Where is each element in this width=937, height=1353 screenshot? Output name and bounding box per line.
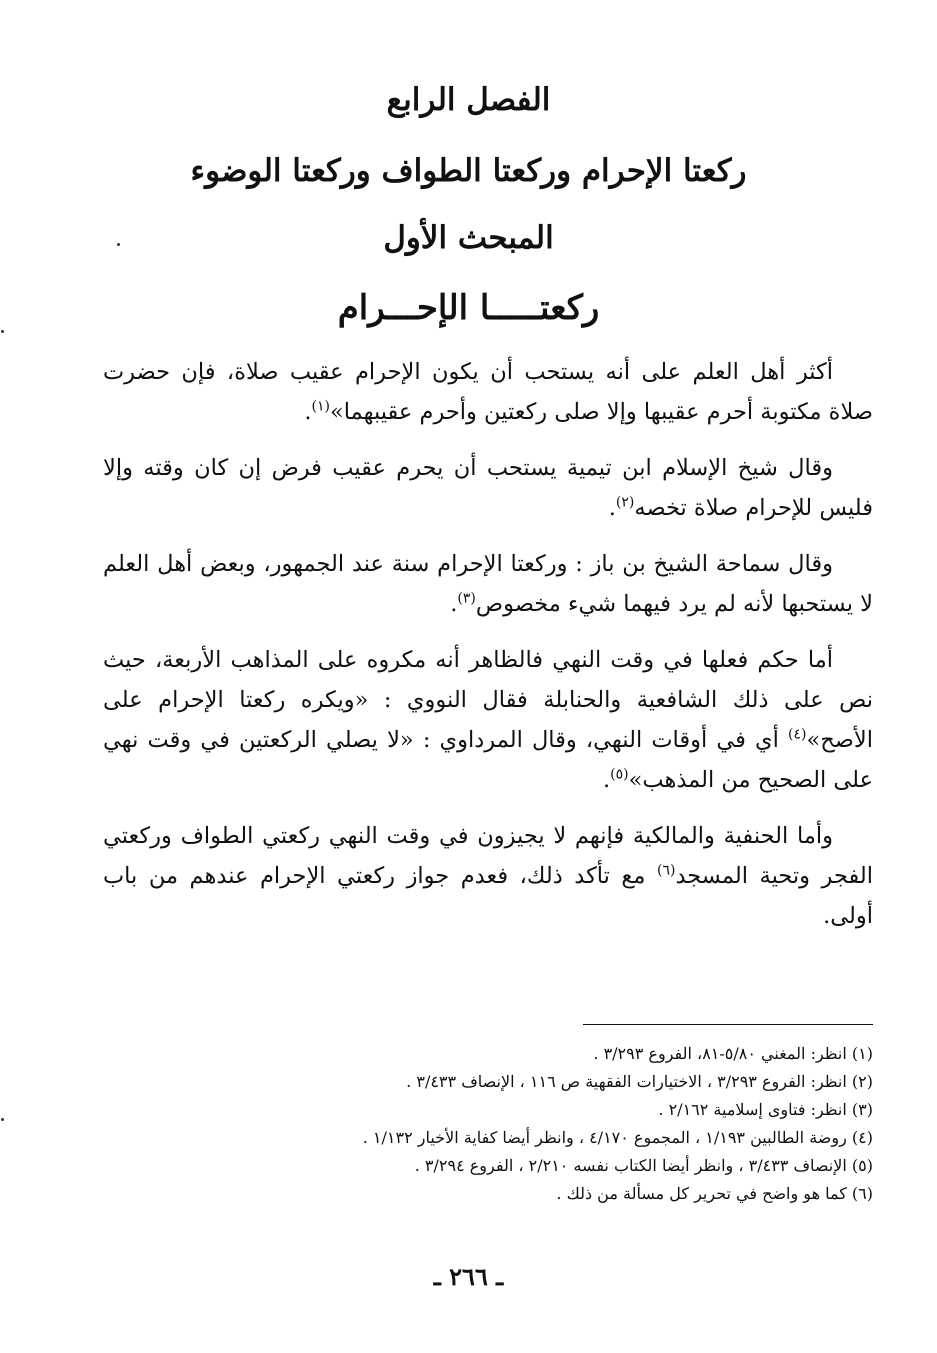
- footnote: (٦) كما هو واضح في تحرير كل مسألة من ذلك .: [556, 1184, 873, 1203]
- chapter-title: الفصل الرابع: [386, 82, 551, 118]
- paragraph-text-continued: أي في أوقات النهي، وقال المرداوي : «لا يصلي الركعتين في وقت نهي على الصحيح من المذهب»: [103, 727, 873, 793]
- footnote-ref: (٦): [657, 862, 676, 879]
- footnote-ref: (٣): [457, 590, 476, 607]
- footnote-divider: [583, 1024, 873, 1025]
- paragraph-tail: .: [823, 903, 831, 929]
- paragraph-tail: .: [450, 591, 458, 617]
- paragraph: [103, 816, 873, 936]
- scan-speck: [117, 243, 120, 246]
- paragraph: [103, 544, 873, 624]
- footnote-ref: (٥): [610, 766, 629, 783]
- paragraph-tail: .: [304, 399, 312, 425]
- paragraph-text: أكثر أهل العلم على أنه يستحب أن يكون الإحرام عقيب صلاة، فإن حضرت صلاة مكتوبة أحرم عقيبها وإلا صلى ركعتين وأحرم عقيبهما»: [103, 359, 873, 425]
- footnote: (٢) انظر: الفروع ٣/٢٩٣ ، الاختيارات الفقهية ص ١١٦ ، الإنصاف ٣/٤٣٣ .: [406, 1072, 873, 1091]
- footnote: (٤) روضة الطالبين ١/١٩٣ ، المجموع ٤/١٧٠ ، وانظر أيضا كفاية الأخيار ١/١٣٢ .: [362, 1128, 873, 1147]
- footnote-ref: (٤): [788, 726, 807, 743]
- footnotes-list: [103, 1040, 873, 1208]
- body-text: [103, 352, 873, 952]
- scan-speck: [1, 330, 4, 333]
- footnote-ref: (١): [311, 398, 330, 415]
- footnote: (٣) انظر: فتاوى إسلامية ٢/١٦٢ .: [658, 1100, 873, 1119]
- paragraph-text: وقال سماحة الشيخ بن باز : وركعتا الإحرام سنة عند الجمهور، وبعض أهل العلم لا يستحبها لأنه لم يرد فيهما شيء مخصوص: [103, 551, 873, 617]
- paragraph-text: وقال شيخ الإسلام ابن تيمية يستحب أن يحرم عقيب فرض إن كان وقته وإلا فليس للإحرام صلاة تخصه: [103, 455, 873, 521]
- subsection-title: المبحث الأول: [383, 220, 554, 256]
- paragraph: [103, 352, 873, 432]
- paragraph-text: وأما الحنفية والمالكية فإنهم لا يجيزون في وقت النهي ركعتي الطواف وركعتي الفجر وتحية المسجد: [103, 823, 873, 889]
- topic-title: ركعتـــــا الإحـــرام: [337, 288, 600, 328]
- page-number: ـ ٢٦٦ ـ: [433, 1262, 504, 1291]
- paragraph-tail: .: [603, 767, 611, 793]
- paragraph: [103, 448, 873, 528]
- footnote: (٥) الإنصاف ٣/٤٣٣ ، وانظر أيضا الكتاب نفسه ٢/٢١٠ ، الفروع ٣/٢٩٤ .: [414, 1156, 873, 1175]
- paragraph-tail: .: [608, 495, 616, 521]
- section-title: ركعتا الإحرام وركعتا الطواف وركعتا الوضوء: [190, 153, 747, 189]
- paragraph: [103, 640, 873, 800]
- paragraph-text-continued: مع تأكد ذلك، فعدم جواز ركعتي الإحرام عندهم من باب أولى: [103, 863, 873, 929]
- footnote-ref: (٢): [615, 494, 635, 511]
- scan-speck: [1, 1118, 4, 1121]
- paragraph-text: أما حكم فعلها في وقت النهي فالظاهر أنه مكروه على المذاهب الأربعة، حيث نص على ذلك الشافعية والحنابلة فقال النووي : «ويكره ركعتا الإحرام على الأصح»: [103, 647, 873, 753]
- footnote: (١) انظر: المغني ٥/٨٠-٨١، الفروع ٣/٢٩٣ .: [593, 1044, 873, 1063]
